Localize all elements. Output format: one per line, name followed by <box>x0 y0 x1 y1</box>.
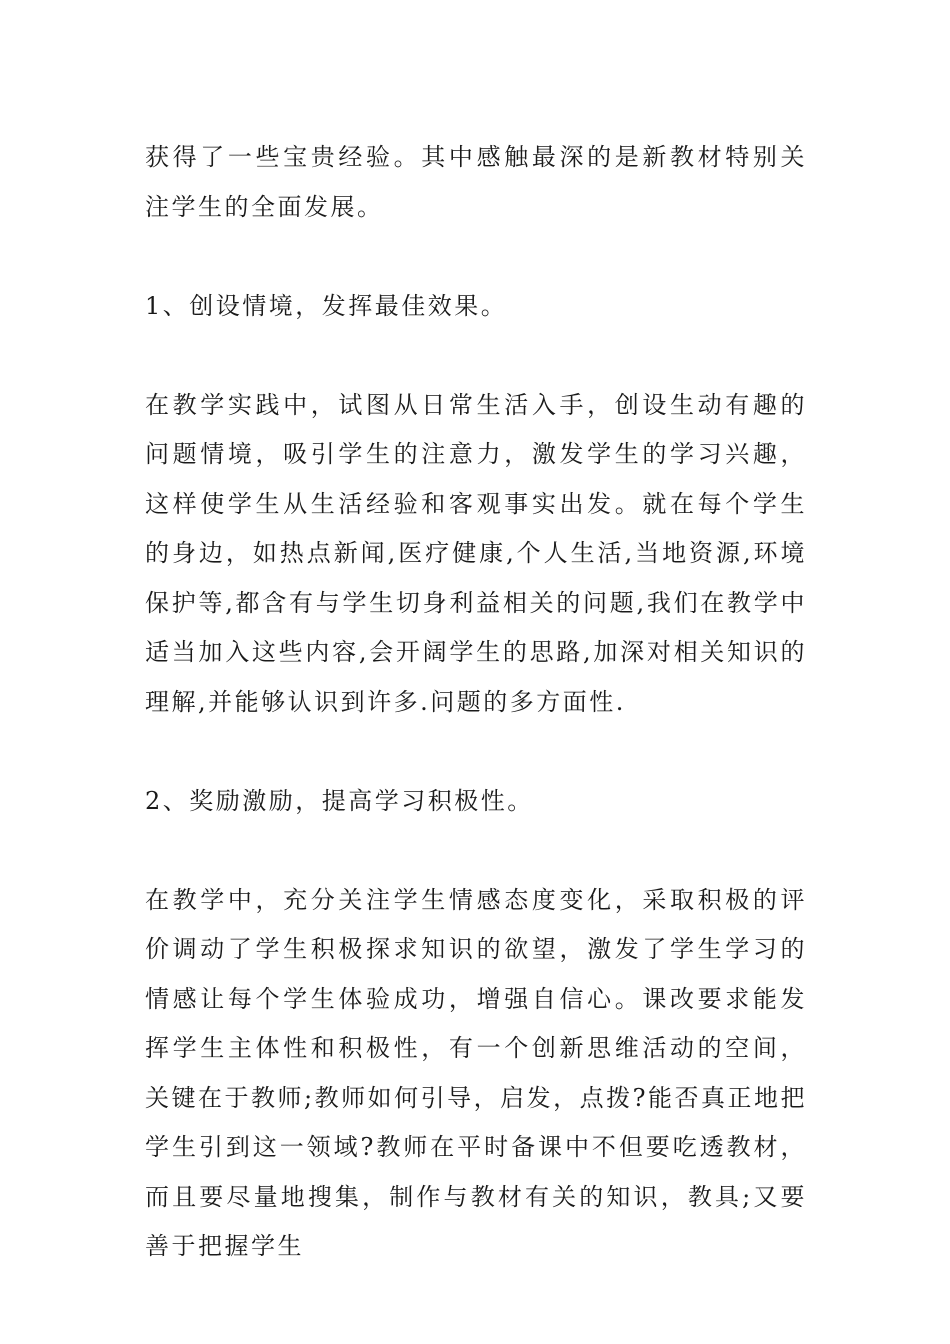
heading-section-1: 1、创设情境，发挥最佳效果。 <box>145 291 508 320</box>
paragraph-section-1: 在教学实践中，试图从日常生活入手，创设生动有趣的问题情境，吸引学生的注意力，激发学生的学习兴趣，这样使学生从生活经验和客观事实出发。就在每个学生的身边，如热点新闻,医疗健康,个人生活,当地资源,环境保护等,都含有与学生切身利益相关的问题,我们在教学中适当加入这些内容,会开阔学生的思路,加深对相关知识的理解,并能够认识到许多.问题的多方面性. <box>145 390 807 716</box>
paragraph-section-2: 在教学中，充分关注学生情感态度变化，采取积极的评价调动了学生积极探求知识的欲望，激发了学生学习的情感让每个学生体验成功，增强自信心。课改要求能发挥学生主体性和积极性，有一个创新思维活动的空间，关键在于教师;教师如何引导，启发，点拨?能否真正地把学生引到这一领域?教师在平时备课中不但要吃透教材，而且要尽量地搜集，制作与教材有关的知识，教具;又要善于把握学生 <box>145 885 807 1260</box>
paragraph-intro: 获得了一些宝贵经验。其中感触最深的是新教材特别关注学生的全面发展。 <box>145 143 807 221</box>
document-page <box>145 133 807 1272</box>
heading-section-2: 2、奖励激励，提高学习积极性。 <box>145 786 534 815</box>
